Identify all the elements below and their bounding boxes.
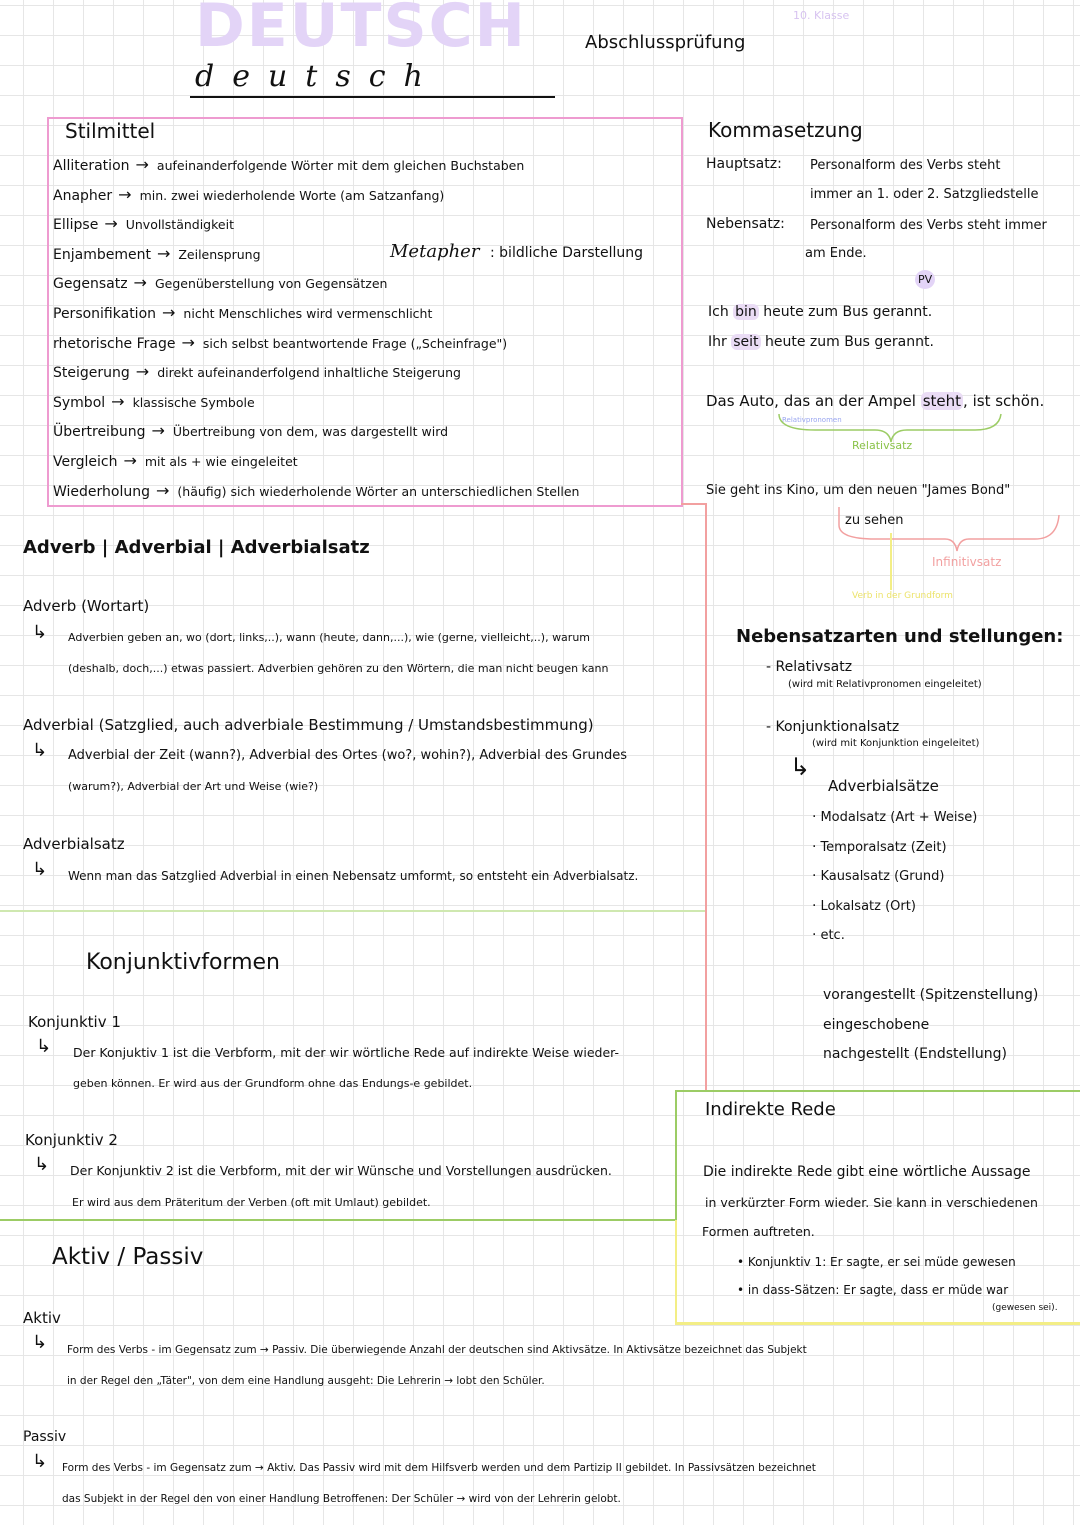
example-3-end: , ist schön. bbox=[963, 392, 1045, 410]
arrow-icon: ↳ bbox=[32, 1451, 48, 1472]
indirekte-rede-title: Indirekte Rede bbox=[705, 1099, 836, 1120]
konjunktionalsatz-item: - Konjunktionalsatz bbox=[766, 719, 900, 735]
stilmittel-definition: Übertreibung von dem, was dargestellt wird bbox=[172, 424, 449, 440]
adverbialsatz-line1: Wenn man das Satzglied Adverbial in einen Nebensatz umformt, so entsteht ein Adverbialsatz. bbox=[68, 869, 639, 883]
stilmittel-term: Vergleich bbox=[53, 454, 118, 470]
indirekte-rede-bullet1: • Konjunktiv 1: Er sagte, er sei müde gewesen bbox=[737, 1255, 1016, 1269]
divider-yellow-h bbox=[675, 1322, 1080, 1325]
example-4-line2: zu sehen bbox=[845, 513, 904, 528]
arrow-right-icon: → bbox=[104, 214, 118, 234]
kommasetzung-title: Kommasetzung bbox=[708, 118, 863, 142]
hauptsatz-label: Hauptsatz: bbox=[706, 156, 782, 172]
metapher-def: : bildliche Darstellung bbox=[490, 245, 644, 261]
passiv-heading: Passiv bbox=[23, 1429, 67, 1445]
example-2 bbox=[708, 335, 934, 349]
nebensatz-line2: am Ende. bbox=[805, 246, 867, 261]
stellung-item: nachgestellt (Endstellung) bbox=[823, 1046, 1007, 1062]
adverb-line2: (deshalb, doch,...) etwas passiert. Adverbien gehören zu den Wörtern, die man nicht beugen kann bbox=[68, 662, 609, 675]
stilmittel-term: Anapher bbox=[53, 187, 113, 204]
stilmittel-row bbox=[53, 391, 255, 411]
adverb-title: Adverb | Adverbial | Adverbialsatz bbox=[23, 537, 370, 558]
title-watermark: DEUTSCH bbox=[195, 0, 527, 61]
grade-label: 10. Klasse bbox=[793, 9, 850, 22]
divider-green-1 bbox=[0, 910, 705, 912]
konjunktiv1-line2: geben können. Er wird aus der Grundform ohne das Endungs-e gebildet. bbox=[73, 1077, 473, 1090]
bullet-icon: · bbox=[812, 927, 817, 943]
stilmittel-row bbox=[53, 423, 448, 439]
arrow-icon: ↳ bbox=[32, 622, 48, 643]
adverbialsatz-row bbox=[812, 840, 947, 854]
arrow-right-icon: → bbox=[133, 273, 147, 293]
konjunktiv2-heading: Konjunktiv 2 bbox=[25, 1131, 118, 1149]
arrow-icon: ↳ bbox=[34, 1154, 50, 1175]
example-3-start: Das Auto, das an der Ampel bbox=[706, 392, 916, 410]
stilmittel-definition: min. zwei wiederholende Worte (am Satzanfang) bbox=[139, 187, 445, 203]
stilmittel-term: Übertreibung bbox=[53, 424, 146, 441]
stilmittel-definition: aufeinanderfolgende Wörter mit dem gleichen Buchstaben bbox=[156, 158, 525, 173]
konjunktionalsatz-note: (wird mit Konjunktion eingeleitet) bbox=[812, 738, 980, 749]
nebensatzarten-title: Nebensatzarten und stellungen: bbox=[736, 626, 1064, 647]
divider-red-v bbox=[705, 503, 707, 1091]
indirekte-rede-bullet2: • in dass-Sätzen: Er sagte, dass er müde war bbox=[737, 1283, 1009, 1297]
divider-green-v bbox=[675, 1090, 677, 1220]
stilmittel-definition: Zeilensprung bbox=[178, 246, 261, 262]
pv-badge: PV bbox=[915, 270, 935, 289]
infinitivsatz-label: Infinitivsatz bbox=[932, 555, 1002, 569]
stilmittel-definition: Unvollständigkeit bbox=[125, 217, 234, 233]
aktiv-heading: Aktiv bbox=[23, 1309, 61, 1327]
stilmittel-term: Steigerung bbox=[53, 365, 130, 382]
stilmittel-row bbox=[53, 184, 445, 204]
adverbialsatz-type: Temporalsatz (Zeit) bbox=[820, 839, 947, 855]
arrow-right-icon: → bbox=[156, 243, 171, 263]
stilmittel-definition: sich selbst beantwortende Frage („Scheinfrage") bbox=[202, 335, 508, 351]
example-1-start: Ich bbox=[708, 304, 729, 320]
example-1-end: heute zum Bus gerannt. bbox=[763, 304, 933, 320]
example-4-line1: Sie geht ins Kino, um den neuen "James Bond" bbox=[706, 483, 1011, 498]
adverbialsaetze-label: Adverbialsätze bbox=[828, 777, 939, 795]
arrow-right-icon: → bbox=[135, 155, 149, 174]
bullet-icon: · bbox=[812, 897, 817, 914]
divider-yellow-v bbox=[675, 1220, 677, 1324]
arrow-right-icon: → bbox=[118, 184, 132, 204]
stilmittel-definition: mit als + wie eingeleitet bbox=[144, 454, 298, 469]
stilmittel-title: Stilmittel bbox=[65, 119, 156, 143]
arrow-right-icon: → bbox=[123, 451, 137, 470]
indirekte-rede-box bbox=[675, 1090, 1080, 1092]
stilmittel-definition: nicht Menschliches wird vermenschlicht bbox=[183, 306, 433, 321]
stilmittel-term: Wiederholung bbox=[53, 483, 151, 500]
metapher-term: Metapher bbox=[390, 241, 480, 262]
bullet-icon: · bbox=[812, 809, 817, 825]
stilmittel-definition: Gegenüberstellung von Gegensätzen bbox=[154, 276, 388, 292]
konjunktiv1-heading: Konjunktiv 1 bbox=[28, 1013, 121, 1031]
adverbialsatz-row bbox=[812, 928, 845, 942]
konjunktiv1-line1: Der Konjuktiv 1 ist die Verbform, mit der wir wörtliche Rede auf indirekte Weise wieder- bbox=[73, 1045, 619, 1060]
aktiv-passiv-title: Aktiv / Passiv bbox=[52, 1244, 204, 1270]
adverbialsatz-type: etc. bbox=[820, 928, 845, 943]
bullet-icon: · bbox=[812, 838, 817, 855]
stilmittel-term: Enjambement bbox=[53, 246, 151, 263]
arrow-icon: ↳ bbox=[32, 740, 48, 761]
stilmittel-term: Gegensatz bbox=[53, 276, 128, 293]
aktiv-line1: Form des Verbs - im Gegensatz zum → Passiv. Die überwiegende Anzahl der deutschen sind Aktivsätze. In Aktivsätze bezeichnet das Subjekt bbox=[67, 1344, 807, 1356]
konjunktiv2-line2: Er wird aus dem Präteritum der Verben (oft mit Umlaut) gebildet. bbox=[72, 1196, 431, 1209]
arrow-right-icon: → bbox=[135, 362, 150, 382]
verb-grundform-line bbox=[890, 550, 892, 590]
relativsatz-item: - Relativsatz bbox=[766, 659, 853, 675]
relativpronomen-label: Relativpronomen bbox=[782, 416, 842, 424]
indirekte-rede-line3: Formen auftreten. bbox=[702, 1224, 815, 1239]
indirekte-rede-line2: in verkürzter Form wieder. Sie kann in verschiedenen bbox=[705, 1195, 1038, 1210]
example-2-end: heute zum Bus gerannt. bbox=[764, 334, 934, 350]
adverbialsatz-row bbox=[812, 810, 977, 824]
stilmittel-term: Symbol bbox=[53, 394, 106, 411]
arrow-icon: ↳ bbox=[790, 753, 811, 781]
example-1-verb: bin bbox=[735, 304, 757, 320]
adverbialsatz-type: Lokalsatz (Ort) bbox=[820, 898, 916, 914]
konjunktiv-title: Konjunktivformen bbox=[86, 950, 281, 975]
arrow-icon: ↳ bbox=[32, 1332, 48, 1353]
example-2-verb: seit bbox=[733, 334, 759, 350]
divider-green-2 bbox=[0, 1219, 677, 1221]
stilmittel-row bbox=[53, 216, 234, 232]
example-3-verb: steht bbox=[922, 392, 962, 410]
stilmittel-row bbox=[53, 453, 298, 469]
adverbialsatz-type: Kausalsatz (Grund) bbox=[820, 869, 945, 884]
adverb-heading: Adverb (Wortart) bbox=[23, 597, 150, 615]
stellung-item: eingeschobene bbox=[823, 1016, 930, 1033]
bullet-icon: · bbox=[812, 868, 817, 884]
nebensatz-label: Nebensatz: bbox=[706, 216, 785, 232]
adverbialsatz-row bbox=[812, 869, 944, 883]
indirekte-rede-line1: Die indirekte Rede gibt eine wörtliche Aussage bbox=[703, 1164, 1031, 1180]
arrow-right-icon: → bbox=[156, 480, 170, 500]
stilmittel-row bbox=[53, 364, 461, 380]
arrow-right-icon: → bbox=[181, 332, 195, 352]
passiv-line2: das Subjekt in der Regel den von einer Handlung Betroffenen: Der Schüler → wird von der Lehrerin gelobt. bbox=[62, 1493, 621, 1505]
indirekte-rede-bullet2-cont: (gewesen sei). bbox=[992, 1303, 1058, 1313]
stilmittel-row bbox=[53, 275, 387, 291]
stilmittel-row bbox=[53, 305, 432, 321]
adverb-line1: Adverbien geben an, wo (dort, links,..), wann (heute, dann,...), wie (gerne, vielleicht,..), warum bbox=[68, 631, 591, 644]
stilmittel-definition: klassische Symbole bbox=[132, 394, 255, 410]
arrow-icon: ↳ bbox=[36, 1036, 52, 1057]
hauptsatz-line1: Personalform des Verbs steht bbox=[810, 158, 1001, 173]
aktiv-line2: in der Regel den „Täter", von dem eine Handlung ausgeht: Die Lehrerin → lobt den Schüler. bbox=[67, 1375, 545, 1387]
stilmittel-term: Ellipse bbox=[53, 217, 99, 234]
page-title: Abschlussprüfung bbox=[585, 32, 746, 53]
adverbial-line1: Adverbial der Zeit (wann?), Adverbial des Ortes (wo?, wohin?), Adverbial des Grundes bbox=[68, 748, 627, 763]
stellung-item: vorangestellt (Spitzenstellung) bbox=[823, 987, 1039, 1003]
nebensatz-line1: Personalform des Verbs steht immer bbox=[810, 218, 1047, 233]
arrow-icon: ↳ bbox=[32, 859, 48, 880]
verb-grundform-label: Verb in der Grundform bbox=[852, 591, 953, 601]
adverbialsatz-type: Modalsatz (Art + Weise) bbox=[820, 810, 978, 825]
stilmittel-definition: (häufig) sich wiederholende Wörter an unterschiedlichen Stellen bbox=[177, 483, 580, 499]
stilmittel-row bbox=[53, 332, 508, 352]
infinitivsatz-brace bbox=[835, 505, 1065, 555]
adverbialsatz-heading: Adverbialsatz bbox=[23, 835, 125, 853]
relativsatz-label: Relativsatz bbox=[852, 439, 913, 452]
arrow-right-icon: → bbox=[162, 303, 176, 322]
stilmittel-term: Alliteration bbox=[53, 158, 130, 174]
divider-red-h bbox=[681, 503, 707, 505]
relativsatz-note: (wird mit Relativpronomen eingeleitet) bbox=[788, 679, 982, 690]
passiv-line1: Form des Verbs - im Gegensatz zum → Aktiv. Das Passiv wird mit dem Hilfsverb werden und dem Partizip II gebildet. In Passivsätzen bezeichnet bbox=[62, 1462, 816, 1474]
example-1 bbox=[708, 305, 932, 319]
example-3 bbox=[706, 394, 1044, 409]
example-2-start: Ihr bbox=[708, 334, 727, 350]
hauptsatz-line2: immer an 1. oder 2. Satzgliedstelle bbox=[810, 187, 1039, 202]
arrow-right-icon: → bbox=[151, 421, 165, 441]
stilmittel-row bbox=[53, 157, 524, 173]
stilmittel-term: Personifikation bbox=[53, 306, 157, 322]
konjunktiv2-line1: Der Konjunktiv 2 ist die Verbform, mit der wir Wünsche und Vorstellungen ausdrücken. bbox=[70, 1163, 612, 1178]
stilmittel-term: rhetorische Frage bbox=[53, 335, 176, 352]
adverbial-line2: (warum?), Adverbial der Art und Weise (wie?) bbox=[68, 780, 319, 793]
title-script: deutsch bbox=[195, 59, 441, 94]
stilmittel-row bbox=[53, 243, 261, 263]
title-underline bbox=[190, 96, 555, 98]
stilmittel-row bbox=[53, 480, 580, 500]
adverbial-heading: Adverbial (Satzglied, auch adverbiale Bestimmung / Umstandsbestimmung) bbox=[23, 716, 594, 734]
adverbialsatz-row bbox=[812, 899, 916, 913]
stilmittel-definition: direkt aufeinanderfolgend inhaltliche Steigerung bbox=[157, 365, 461, 381]
arrow-right-icon: → bbox=[111, 391, 125, 411]
